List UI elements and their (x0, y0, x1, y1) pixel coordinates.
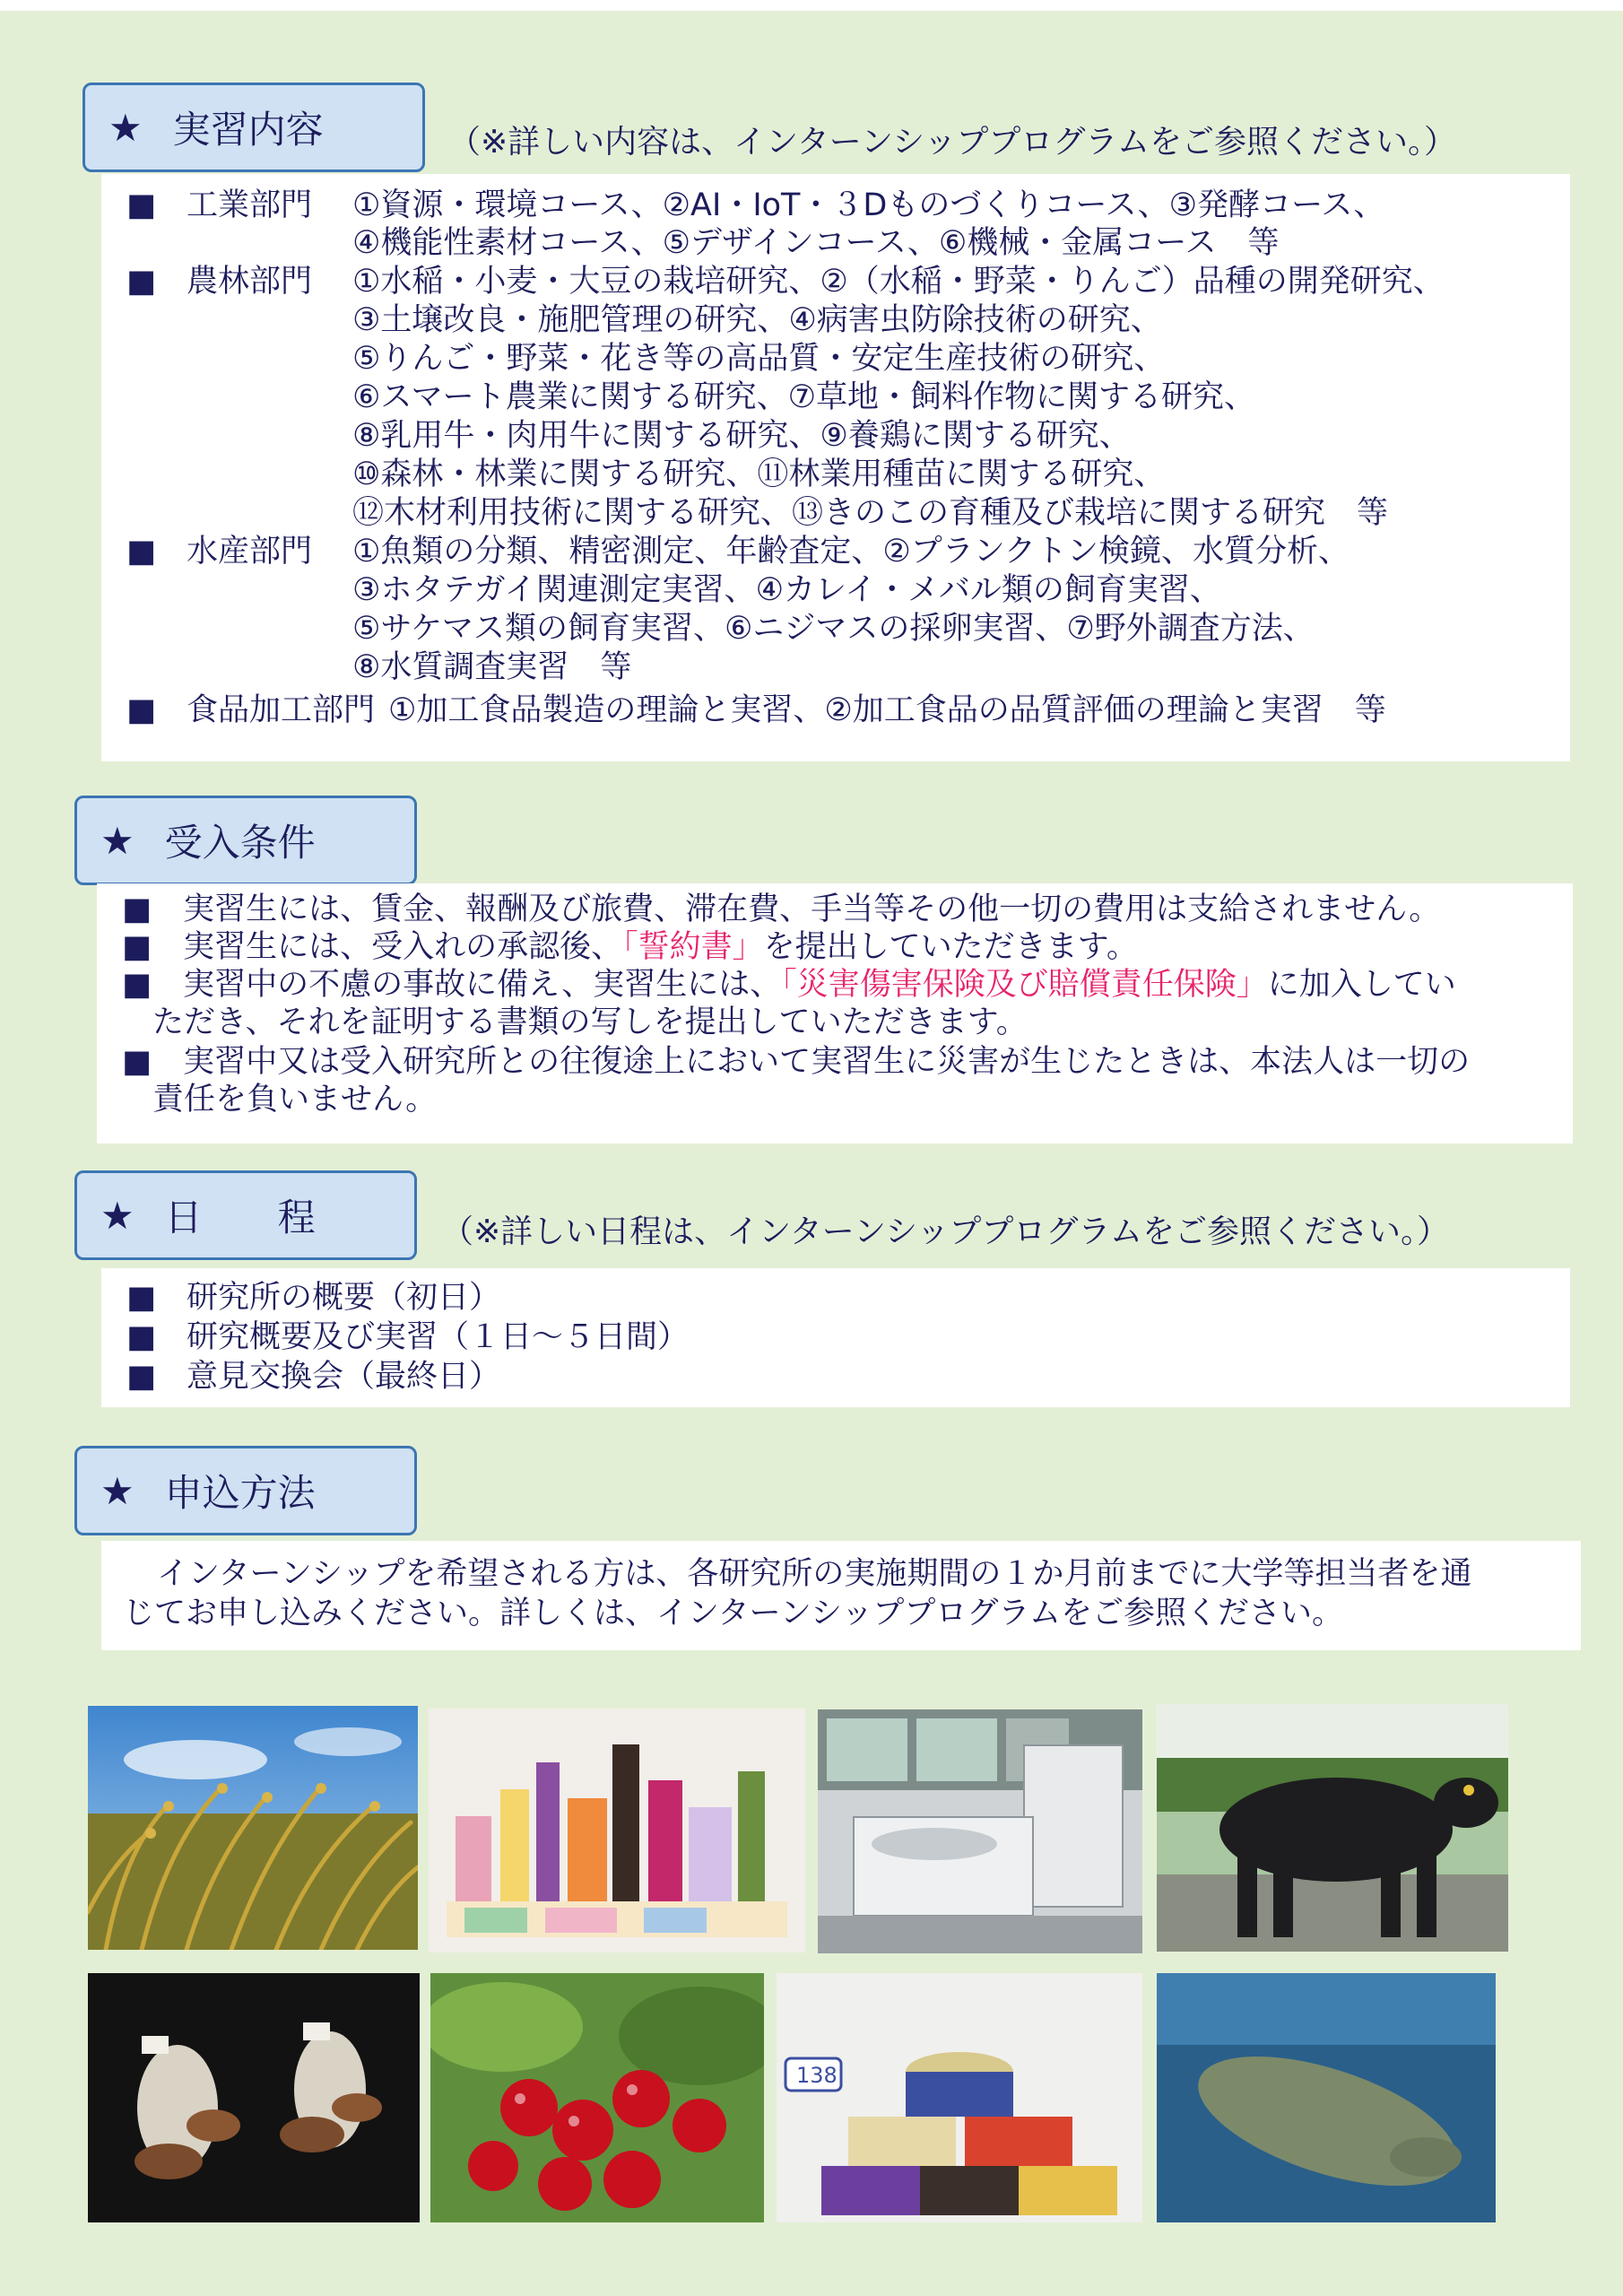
star-icon: ★ (100, 818, 135, 863)
flatfish-photo (1157, 1973, 1496, 2222)
section-note: （※詳しい日程は、インターンシッププログラムをご参照ください。） (441, 1213, 1450, 1250)
schedule-item: ■ 意見交換会（最終日） (126, 1359, 501, 1395)
mushroom-photo (88, 1973, 420, 2222)
conditions-box (97, 883, 1573, 1144)
section-title: 受入条件 (164, 821, 316, 865)
dept-line: ①資源・環境コース、②AI・IoT・３Dものづくりコース、③発酵コース、 (352, 187, 1385, 223)
dept-row (101, 533, 1570, 570)
section-title: 日 程 (164, 1196, 316, 1239)
insurance-emphasis: 「災害傷害保険及び賠償責任保険」 (781, 967, 1268, 1003)
dept-line: ①魚類の分類、精密測定、年齢査定、②プランクトン検鏡、水質分析、 (352, 534, 1350, 570)
bullet-square-icon: ■ (126, 1319, 157, 1355)
schedule-item: ■ 研究概要及び実習（１日～５日間） (126, 1319, 690, 1355)
dept-row (101, 378, 1570, 416)
bullet-square-icon: ■ (126, 692, 157, 728)
section-header-schedule (74, 1170, 417, 1260)
apply-line: インターンシップを希望される方は、各研究所の実施期間の１か月前までに大学等担当者を通 (157, 1556, 1472, 1592)
star-icon: ★ (100, 1193, 135, 1238)
dept-row (101, 301, 1570, 339)
dept-row (101, 456, 1570, 493)
section-note: （※詳しい内容は、インターンシッププログラムをご参照ください。） (448, 124, 1457, 161)
cattle-photo (1157, 1704, 1508, 1952)
dept-line: ⑫木材利用技術に関する研究、⑬きのこの育種及び栽培に関する研究 等 (352, 495, 1389, 531)
dept-row (101, 494, 1570, 532)
section-header-conditions (74, 796, 417, 885)
cherry-photo (430, 1973, 764, 2222)
bullet-square-icon: ■ (126, 1359, 157, 1395)
lab-equipment-photo (818, 1709, 1142, 1953)
condition-item: ■ 実習中又は受入研究所との往復途上において実習生に災害が生じたときは、本法人は一切の (122, 1044, 1471, 1080)
dept-name: 食品加工部門 (187, 692, 376, 728)
condition-item: ■ 実習中の不慮の事故に備え、実習生には、「災害傷害保険及び賠償責任保険」に加入してい (122, 967, 1456, 1003)
section-header-content (82, 83, 425, 172)
dept-name: 農林部門 (187, 264, 313, 300)
dept-row (101, 263, 1570, 300)
bullet-square-icon: ■ (122, 1044, 152, 1080)
dept-row (101, 691, 1570, 729)
dept-line: ③土壌改良・施肥管理の研究、④病害虫防除技術の研究、 (352, 302, 1162, 338)
dept-line: ⑩森林・林業に関する研究、⑪林業用種苗に関する研究、 (352, 457, 1166, 492)
dept-name: 工業部門 (187, 187, 313, 223)
apply-box (101, 1541, 1581, 1650)
dept-line: ⑥スマート農業に関する研究、⑦草地・飼料作物に関する研究、 (352, 379, 1256, 415)
dept-name: 水産部門 (187, 534, 313, 570)
dept-line: ⑧水質調査実習 等 (352, 649, 632, 685)
bullet-square-icon: ■ (126, 187, 157, 223)
dept-row (101, 187, 1570, 224)
rice-photo (88, 1706, 418, 1950)
section-title: 実習内容 (172, 108, 324, 152)
condition-item-cont: 責任を負いません。 (152, 1082, 438, 1118)
condition-item-cont: ただき、それを証明する書類の写しを提出していただきます。 (152, 1004, 1028, 1040)
schedule-box (101, 1268, 1570, 1407)
bullet-square-icon: ■ (122, 967, 152, 1003)
condition-item: ■ 実習生には、賃金、報酬及び旅費、滞在費、手当等その他一切の費用は支給されません。 (122, 891, 1441, 927)
bullet-square-icon: ■ (126, 264, 157, 300)
dept-row (101, 417, 1570, 455)
dept-row (101, 571, 1570, 609)
dept-row (101, 610, 1570, 648)
bullet-square-icon: ■ (122, 929, 152, 965)
bullet-square-icon: ■ (126, 1280, 157, 1316)
dept-line: ⑤サケマス類の飼育実習、⑥ニジマスの採卵実習、⑦野外調査方法、 (352, 611, 1315, 647)
section-title: 申込方法 (164, 1471, 316, 1515)
pledge-emphasis: 「誓約書」 (622, 929, 764, 965)
star-icon: ★ (108, 105, 143, 150)
dept-row (101, 224, 1570, 262)
dept-row (101, 648, 1570, 686)
schedule-item: ■ 研究所の概要（初日） (126, 1280, 501, 1316)
dept-row (101, 340, 1570, 378)
dept-line: ⑤りんご・野菜・花き等の高品質・安定生産技術の研究、 (352, 341, 1166, 377)
food-products-photo (429, 1709, 805, 1952)
top-band (0, 0, 1623, 11)
bullet-square-icon: ■ (122, 891, 152, 927)
dept-line: ①水稲・小麦・大豆の栽培研究、②（水稲・野菜・りんご）品種の開発研究、 (352, 264, 1445, 300)
content-box (101, 174, 1570, 761)
dept-line: ③ホタテガイ関連測定実習、④カレイ・メバル類の飼育実習、 (352, 572, 1221, 608)
dept-line: ①加工食品製造の理論と実習、②加工食品の品質評価の理論と実習 等 (388, 692, 1386, 728)
condition-item: ■ 実習生には、受入れの承認後、「誓約書」を提出していただきます。 (122, 929, 1138, 965)
section-header-apply (74, 1446, 417, 1535)
can-label: 138 (796, 2063, 838, 2088)
star-icon: ★ (100, 1468, 135, 1513)
dept-line: ④機能性素材コース、⑤デザインコース、⑥機械・金属コース 等 (352, 225, 1280, 261)
dept-line: ⑧乳用牛・肉用牛に関する研究、⑨養鶏に関する研究、 (352, 418, 1131, 454)
apply-line: じてお申し込みください。詳しくは、インターンシッププログラムをご参照ください。 (123, 1596, 1343, 1631)
bullet-square-icon: ■ (126, 534, 157, 570)
canned-food-photo (777, 1973, 1142, 2222)
